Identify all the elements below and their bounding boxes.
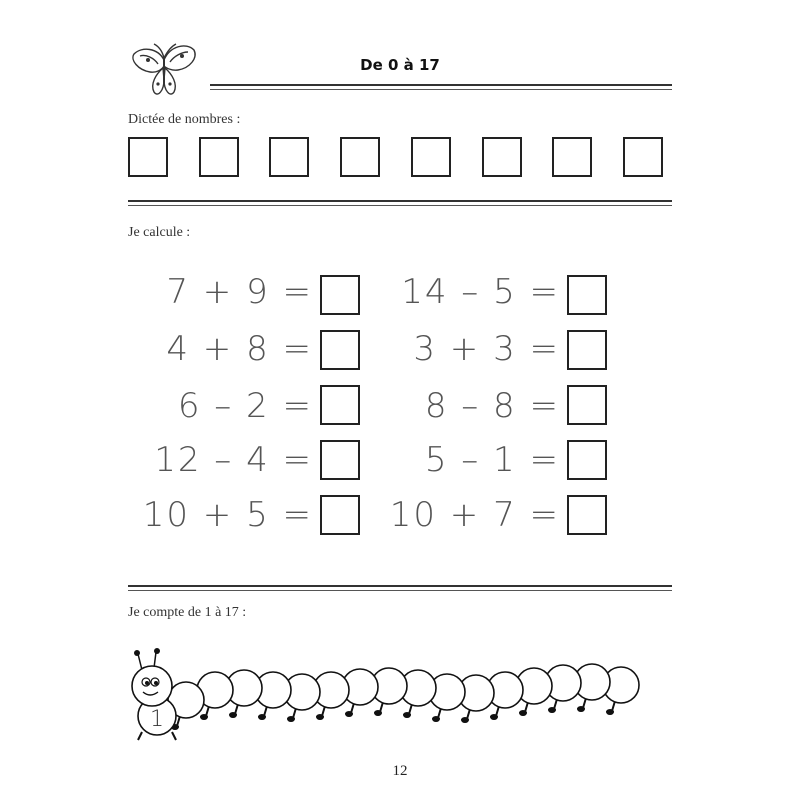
dictee-box-1[interactable] bbox=[128, 137, 168, 177]
title-underline-2 bbox=[210, 89, 672, 90]
equation-right-4: 5 – 1 = bbox=[424, 440, 560, 480]
caterpillar-foot bbox=[433, 717, 439, 721]
butterfly-icon bbox=[128, 40, 200, 104]
caterpillar-foot bbox=[404, 713, 410, 717]
equation-right-1: 14 – 5 = bbox=[401, 272, 560, 312]
answer-box-right-4[interactable] bbox=[567, 440, 607, 480]
caterpillar-foot bbox=[375, 711, 381, 715]
dictee-box-3[interactable] bbox=[269, 137, 309, 177]
answer-box-left-4[interactable] bbox=[320, 440, 360, 480]
caterpillar-foot bbox=[346, 712, 352, 716]
page-title: De 0 à 17 bbox=[360, 56, 440, 74]
answer-box-right-2[interactable] bbox=[567, 330, 607, 370]
dictee-box-4[interactable] bbox=[340, 137, 380, 177]
caterpillar-illustration bbox=[120, 640, 680, 750]
caterpillar-foot bbox=[607, 710, 613, 714]
caterpillar-foot bbox=[578, 707, 584, 711]
title-underline bbox=[210, 84, 672, 86]
caterpillar-foot bbox=[201, 715, 207, 719]
caterpillar-foot bbox=[288, 717, 294, 721]
caterpillar-leg bbox=[172, 732, 176, 740]
section-divider-2 bbox=[128, 205, 672, 206]
answer-box-left-2[interactable] bbox=[320, 330, 360, 370]
equation-left-5: 10 + 5 = bbox=[142, 495, 313, 535]
equation-right-5: 10 + 7 = bbox=[389, 495, 560, 535]
equation-right-2: 3 + 3 = bbox=[413, 329, 560, 369]
caterpillar-foot bbox=[317, 715, 323, 719]
section-divider-4 bbox=[128, 590, 672, 591]
caterpillar-foot bbox=[549, 708, 555, 712]
answer-box-left-3[interactable] bbox=[320, 385, 360, 425]
equation-right-3: 8 – 8 = bbox=[424, 386, 560, 426]
compte-label: Je compte de 1 à 17 : bbox=[128, 605, 247, 620]
page-number: 12 bbox=[392, 763, 408, 779]
equation-left-3: 6 – 2 = bbox=[177, 386, 313, 426]
equation-left-4: 12 – 4 = bbox=[154, 440, 313, 480]
caterpillar-foot bbox=[259, 715, 265, 719]
caterpillar-foot bbox=[491, 715, 497, 719]
dictee-box-8[interactable] bbox=[623, 137, 663, 177]
caterpillar-foot bbox=[462, 718, 468, 722]
equation-left-1: 7 + 9 = bbox=[166, 272, 313, 312]
answer-box-left-1[interactable] bbox=[320, 275, 360, 315]
dictee-label: Dictée de nombres : bbox=[128, 112, 241, 127]
caterpillar-first-number: 1 bbox=[150, 707, 164, 732]
answer-box-left-5[interactable] bbox=[320, 495, 360, 535]
dictee-box-2[interactable] bbox=[199, 137, 239, 177]
dictee-box-5[interactable] bbox=[411, 137, 451, 177]
caterpillar-leg bbox=[138, 732, 142, 740]
caterpillar-foot bbox=[520, 711, 526, 715]
caterpillar-foot bbox=[230, 713, 236, 717]
dictee-box-7[interactable] bbox=[552, 137, 592, 177]
dictee-box-6[interactable] bbox=[482, 137, 522, 177]
section-divider bbox=[128, 200, 672, 202]
answer-box-right-1[interactable] bbox=[567, 275, 607, 315]
equation-left-2: 4 + 8 = bbox=[166, 329, 313, 369]
section-divider-3 bbox=[128, 585, 672, 587]
calcul-label: Je calcule : bbox=[128, 225, 191, 240]
caterpillar-head bbox=[132, 648, 172, 706]
answer-box-right-5[interactable] bbox=[567, 495, 607, 535]
answer-box-right-3[interactable] bbox=[567, 385, 607, 425]
